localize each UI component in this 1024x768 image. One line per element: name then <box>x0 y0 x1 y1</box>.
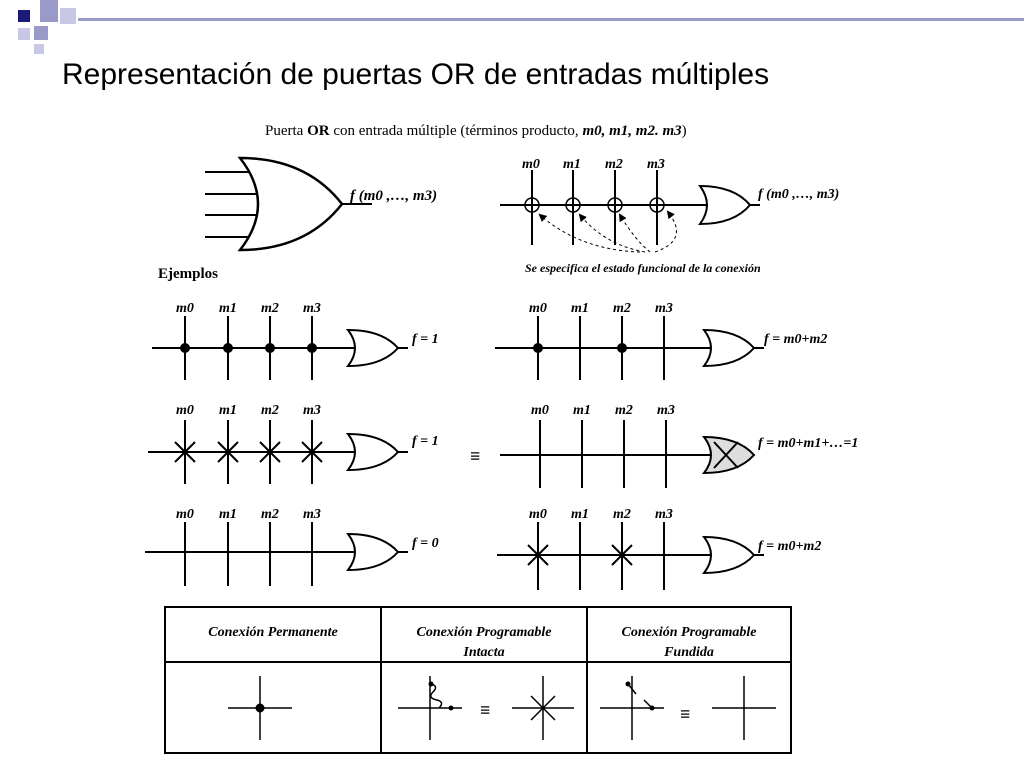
row1-left-label-m2: m2 <box>261 301 279 316</box>
example-row1-left <box>152 316 408 380</box>
row2-left-output: f = 1 <box>412 434 439 449</box>
row1-left-label-m0: m0 <box>176 301 194 316</box>
example-row3-right <box>497 522 764 590</box>
example-row3-left <box>145 522 408 586</box>
input-label-m3: m3 <box>647 157 665 172</box>
slide-title: Representación de puertas OR de entradas múltiples <box>62 58 770 91</box>
equivalence-symbol: ≡ <box>470 446 481 466</box>
legend-col2-title: Conexión Programable <box>416 625 552 640</box>
legend-col1-title: Conexión Permanente <box>208 625 338 640</box>
example-row1-right <box>495 316 764 380</box>
row3-left-label-m1: m1 <box>219 507 237 522</box>
row3-right-label-m3: m3 <box>655 507 673 522</box>
row1-right-label-m3: m3 <box>655 301 673 316</box>
input-label-m0: m0 <box>522 157 540 172</box>
legend-equiv-blown: ≡ <box>680 704 691 724</box>
gate-output-label: f (m0 ,…, m3) <box>350 188 438 204</box>
row2-right-label-m3: m3 <box>657 403 675 418</box>
example-row2-right <box>500 420 754 488</box>
row1-right-label-m2: m2 <box>613 301 631 316</box>
row3-left-label-m2: m2 <box>261 507 279 522</box>
legend-col3-subtitle: Fundida <box>664 645 714 660</box>
row3-right-label-m1: m1 <box>571 507 589 522</box>
row1-right-output: f = m0+m2 <box>764 332 828 347</box>
row3-left-label-m3: m3 <box>303 507 321 522</box>
row3-left-output: f = 0 <box>412 536 439 551</box>
input-label-m2: m2 <box>605 157 623 172</box>
row1-left-output: f = 1 <box>412 332 439 347</box>
row3-right-label-m2: m2 <box>613 507 631 522</box>
legend-col3-title: Conexión Programable <box>621 625 757 640</box>
connection-note: Se especifica el estado funcional de la conexión <box>525 261 761 275</box>
examples-heading: Ejemplos <box>158 266 218 282</box>
row2-left-label-m0: m0 <box>176 403 194 418</box>
row2-right-label-m1: m1 <box>573 403 591 418</box>
row2-left-label-m3: m3 <box>303 403 321 418</box>
array-output-label: f (m0 ,…, m3) <box>758 187 840 202</box>
row3-right-label-m0: m0 <box>529 507 547 522</box>
row1-left-label-m1: m1 <box>219 301 237 316</box>
legend-col2-subtitle: Intacta <box>463 645 505 660</box>
row2-left-label-m2: m2 <box>261 403 279 418</box>
row2-left-label-m1: m1 <box>219 403 237 418</box>
row1-left-label-m3: m3 <box>303 301 321 316</box>
row2-right-label-m2: m2 <box>615 403 633 418</box>
legend-equiv-intact: ≡ <box>480 700 491 720</box>
programmable-array <box>500 170 760 252</box>
row2-right-output: f = m0+m1+…=1 <box>758 436 859 451</box>
figure-heading: Puerta OR con entrada múltiple (términos producto, m0, m1, m2. m3) <box>265 123 687 139</box>
example-row2-left <box>148 420 408 484</box>
row1-right-label-m1: m1 <box>571 301 589 316</box>
row3-left-label-m0: m0 <box>176 507 194 522</box>
row3-right-output: f = m0+m2 <box>758 539 822 554</box>
input-label-m1: m1 <box>563 157 581 172</box>
row1-right-label-m0: m0 <box>529 301 547 316</box>
or-gate-large <box>205 158 372 250</box>
row2-right-label-m0: m0 <box>531 403 549 418</box>
